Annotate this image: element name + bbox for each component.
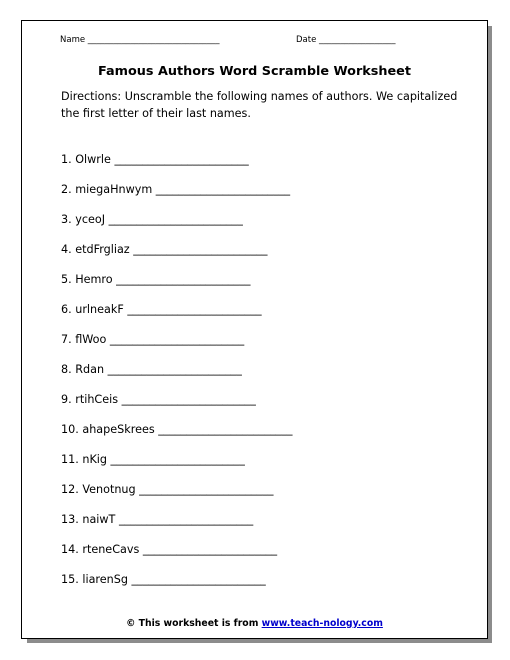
footer-credit-text: © This worksheet is from <box>126 618 262 629</box>
page-shadow-bottom <box>27 639 492 643</box>
scramble-item: 10. ahapeSkrees ________________________ <box>61 423 293 436</box>
scramble-item: 11. nKig ________________________ <box>61 453 245 466</box>
scramble-item: 12. Venotnug ________________________ <box>61 483 274 496</box>
worksheet-page <box>21 20 488 639</box>
worksheet-header <box>60 35 396 45</box>
date-field: Date __________________ <box>296 35 396 45</box>
worksheet-footer <box>22 618 487 629</box>
scramble-item: 5. Hemro ________________________ <box>61 273 251 286</box>
scramble-item: 15. liarenSg ________________________ <box>61 573 266 586</box>
directions-text: Directions: Unscramble the following names of authors. We capitalized the first letter of their last names. <box>61 90 458 120</box>
scramble-item: 13. naiwT ________________________ <box>61 513 254 526</box>
scramble-item: 7. flWoo ________________________ <box>61 333 245 346</box>
worksheet-title: Famous Authors Word Scramble Worksheet <box>98 64 411 79</box>
scramble-item: 3. yceoJ ________________________ <box>61 213 243 226</box>
scramble-item: 14. rteneCavs ________________________ <box>61 543 278 556</box>
name-field: Name _______________________________ <box>60 35 220 45</box>
scramble-list <box>61 153 292 603</box>
scramble-item: 2. miegaHnwym ________________________ <box>61 183 291 196</box>
scramble-item: 4. etdFrgliaz ________________________ <box>61 243 268 256</box>
page-shadow-right <box>488 26 492 643</box>
footer-link[interactable]: www.teach-nology.com <box>261 618 383 629</box>
scramble-item: 9. rtihCeis ________________________ <box>61 393 256 406</box>
scramble-item: 1. Olwrle ________________________ <box>61 153 249 166</box>
scramble-item: 8. Rdan ________________________ <box>61 363 242 376</box>
scramble-item: 6. urlneakF ________________________ <box>61 303 262 316</box>
